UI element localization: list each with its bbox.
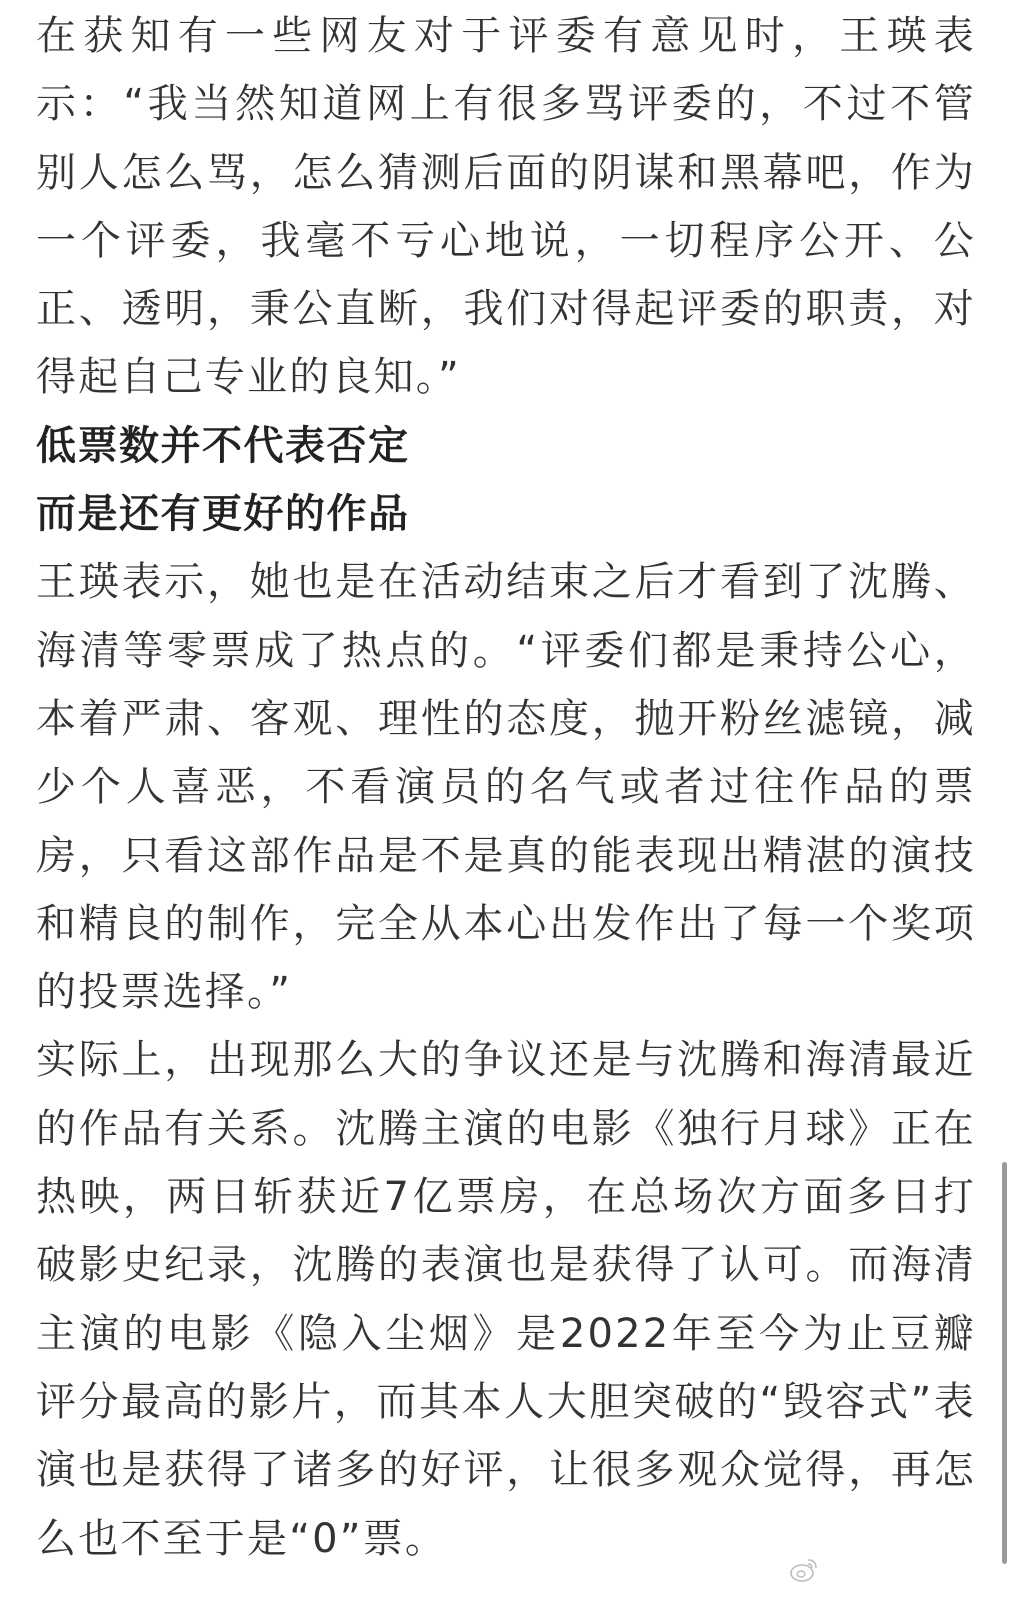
weibo-logo-icon: [789, 1556, 819, 1584]
subheading-low-votes: 低票数并不代表否定: [36, 422, 410, 469]
paragraph-controversy: 实际上，出现那么大的争议还是与沈腾和海清最近的作品有关系。沈腾主演的电影《独行月球》正在热映，两日斩获近7亿票房，在总场次方面多日打破影史纪录，沈腾的表演也是获得了认可。而海清主演的电影《隐入尘烟》是2022年至今为止豆瓣评分最高的影片，而其本人大胆突破的“毁容式”表演也是获得了诸多的好评，让很多观众觉得，再怎么也不至于是“0”票。: [36, 1037, 976, 1562]
paragraph-zero-votes: 王瑛表示，她也是在活动结束之后才看到了沈腾、海清等零票成了热点的。“评委们都是秉持公心，本着严肃、客观、理性的态度，抛开粉丝滤镜，减少个人喜恶，不看演员的名气或者过往作品的票房，只看这部作品是不是真的能表现出精湛的演技和精良的制作，完全从本心出发作出了每一个奖项的投票选择。”: [36, 559, 976, 1016]
article-body: [36, 2, 976, 1573]
subheading-better-works: 而是还有更好的作品: [36, 491, 410, 538]
scrollbar[interactable]: [1002, 1162, 1007, 1564]
paragraph-judge-statement: 在获知有一些网友对于评委有意见时，王瑛表示：“我当然知道网上有很多骂评委的，不过不管别人怎么骂，怎么猜测后面的阴谋和黑幕吧，作为一个评委，我毫不亏心地说，一切程序公开、公正、透明，秉公直断，我们对得起评委的职责，对得起自己专业的良知。”: [36, 13, 976, 401]
